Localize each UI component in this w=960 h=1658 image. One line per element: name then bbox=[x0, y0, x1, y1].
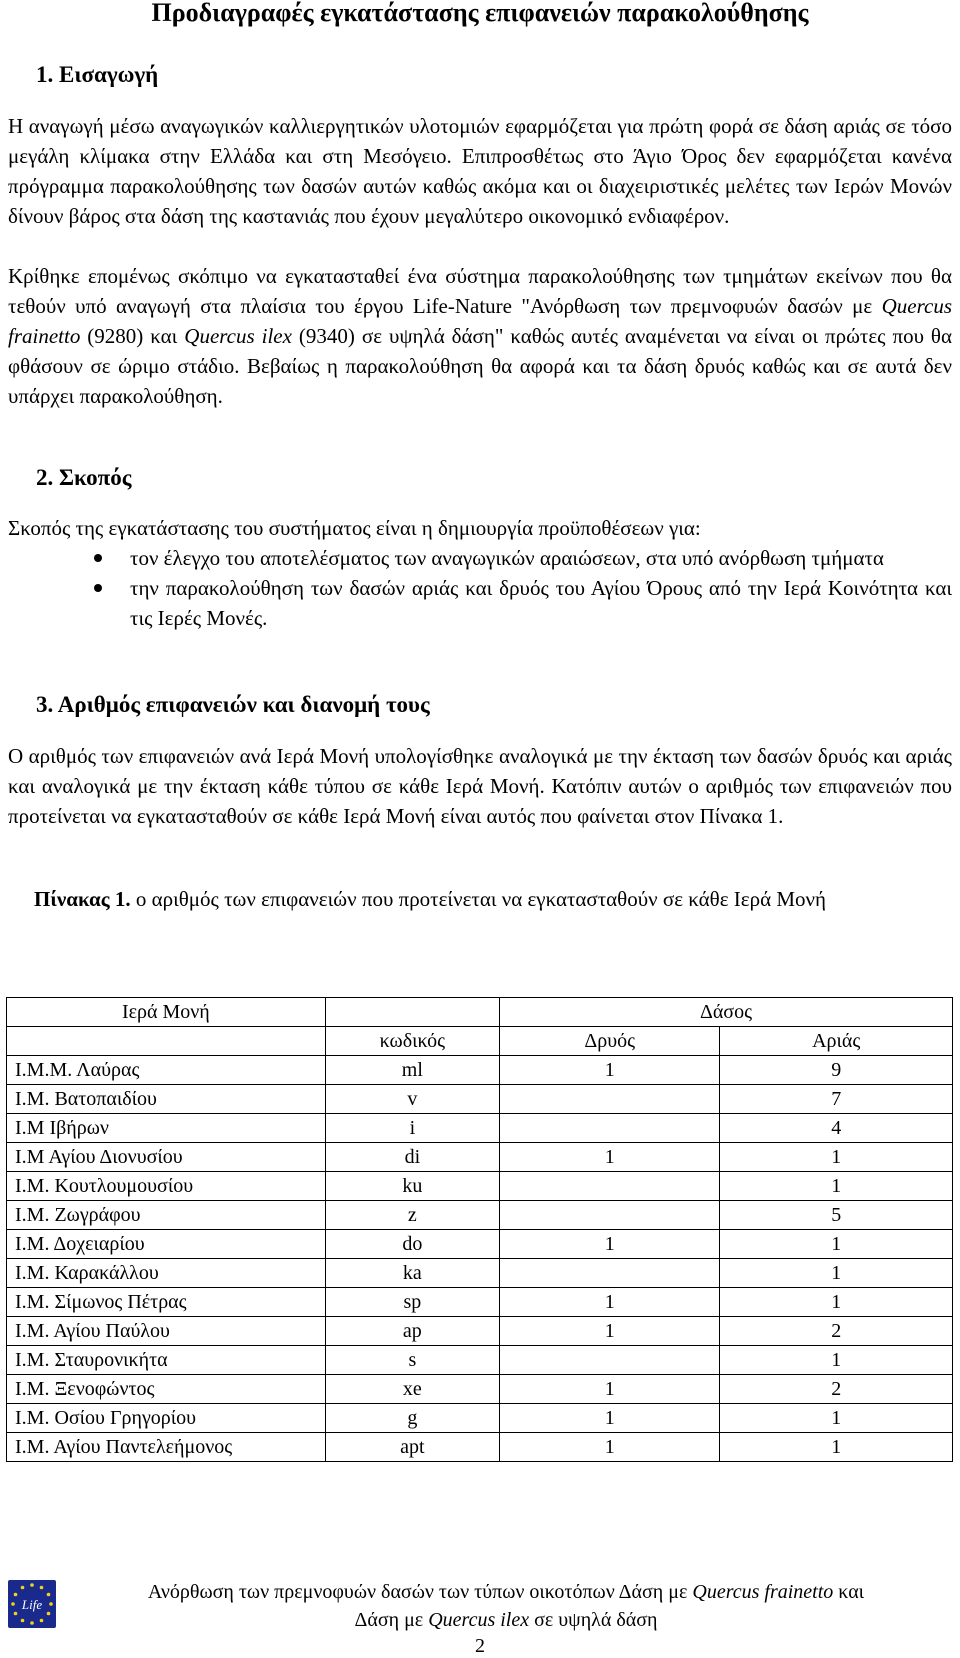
holm-oak-count-cell: 5 bbox=[720, 1201, 953, 1230]
oak-count-cell bbox=[499, 1259, 719, 1288]
code-cell: do bbox=[325, 1230, 499, 1259]
holm-oak-count-cell: 2 bbox=[720, 1375, 953, 1404]
monastery-name-cell: Ι.Μ. Καρακάλλου bbox=[7, 1259, 326, 1288]
purpose-intro: Σκοπός της εγκατάστασης του συστήματος είναι η δημιουργία προϋποθέσεων για: bbox=[8, 516, 701, 540]
code-cell: di bbox=[325, 1143, 499, 1172]
table-header-cell: Αριάς bbox=[720, 1027, 953, 1056]
oak-count-cell bbox=[499, 1201, 719, 1230]
table-row bbox=[7, 1201, 953, 1230]
code-cell: xe bbox=[325, 1375, 499, 1404]
table-row bbox=[7, 1433, 953, 1462]
monastery-name-cell: Ι.Μ. Αγίου Παντελεήμονος bbox=[7, 1433, 326, 1462]
oak-count-cell bbox=[499, 1346, 719, 1375]
table-header-cell bbox=[7, 1027, 326, 1056]
bullet-icon bbox=[94, 584, 102, 592]
logo-star bbox=[21, 1586, 25, 1590]
table-row bbox=[7, 1056, 953, 1085]
monastery-name-cell: Ι.Μ Αγίου Διονυσίου bbox=[7, 1143, 326, 1172]
logo-star bbox=[47, 1612, 51, 1616]
footer-text-part: σε υψηλά δάση bbox=[529, 1609, 658, 1631]
monastery-name-cell: Ι.Μ. Σίμωνος Πέτρας bbox=[7, 1288, 326, 1317]
purpose-bullet-list bbox=[8, 543, 952, 633]
monastery-name-cell: Ι.Μ. Κουτλουμουσίου bbox=[7, 1172, 326, 1201]
table-header-cell bbox=[325, 998, 499, 1027]
table-row bbox=[7, 1317, 953, 1346]
code-cell: ku bbox=[325, 1172, 499, 1201]
page-number: 2 bbox=[475, 1635, 485, 1657]
code-cell: v bbox=[325, 1085, 499, 1114]
footer-text-part: Δάση με bbox=[354, 1609, 429, 1631]
monasteries-table bbox=[6, 997, 953, 1462]
logo-text: Life bbox=[21, 1597, 43, 1612]
introduction-paragraph-2 bbox=[8, 261, 952, 411]
logo-star bbox=[40, 1586, 44, 1590]
code-cell: ka bbox=[325, 1259, 499, 1288]
table-row bbox=[7, 1172, 953, 1201]
logo-star bbox=[14, 1593, 18, 1597]
table-header-row bbox=[7, 998, 953, 1027]
life-logo-graphic bbox=[8, 1580, 56, 1628]
logo-star bbox=[47, 1593, 51, 1597]
bullet-text: τον έλεγχο του αποτελέσματος των αναγωγικών αραιώσεων, στα υπό ανόρθωση τμήματα bbox=[130, 546, 884, 570]
holm-oak-count-cell: 1 bbox=[720, 1404, 953, 1433]
oak-count-cell: 1 bbox=[499, 1230, 719, 1259]
code-cell: ml bbox=[325, 1056, 499, 1085]
table-header-cell: Δάσος bbox=[499, 998, 952, 1027]
footer-line-2 bbox=[60, 1606, 952, 1634]
code-cell: sp bbox=[325, 1288, 499, 1317]
logo-star bbox=[30, 1583, 34, 1587]
oak-count-cell: 1 bbox=[499, 1317, 719, 1346]
holm-oak-count-cell: 1 bbox=[720, 1288, 953, 1317]
table-row bbox=[7, 1230, 953, 1259]
holm-oak-count-cell: 1 bbox=[720, 1346, 953, 1375]
oak-count-cell: 1 bbox=[499, 1056, 719, 1085]
logo-star bbox=[11, 1602, 15, 1606]
bullet-item bbox=[8, 543, 952, 573]
table-row bbox=[7, 1114, 953, 1143]
oak-count-cell bbox=[499, 1085, 719, 1114]
footer-text-part: Ανόρθωση των πρεμνοφυών δασών των τύπων οικοτόπων Δάση με bbox=[147, 1581, 693, 1603]
species-name: Quercus frainetto bbox=[692, 1581, 834, 1603]
introduction-paragraph-1: Η αναγωγή μέσω αναγωγικών καλλιεργητικών υλοτομιών εφαρμόζεται για πρώτη φορά σε δάση αριάς σε τόσο μεγάλη κλίμακα στην Ελλάδα και στη Μεσόγειο. Επιπροσθέτως στο Άγιο Όρος δεν εφαρμόζεται κανένα πρόγραμμα παρακολούθησης των δασών αυτών καθώς ακόμα και οι διαχειριστικές μελέτες των Ιερών Μονών δίνουν βάρος στα δάση της καστανιάς που έχουν μεγαλύτερο οικονομικό ενδιαφέρον. bbox=[8, 114, 952, 228]
logo-star bbox=[21, 1619, 25, 1623]
logo-star bbox=[40, 1619, 44, 1623]
monastery-name-cell: Ι.Μ. Δοχειαρίου bbox=[7, 1230, 326, 1259]
logo-star bbox=[49, 1602, 53, 1606]
bullet-text: την παρακολούθηση των δασών αριάς και δρυός του Αγίου Όρους από την Ιερά Κοινότητα και τις Ιερές Μονές. bbox=[130, 576, 952, 630]
holm-oak-count-cell: 1 bbox=[720, 1143, 953, 1172]
monastery-name-cell: Ι.Μ. Οσίου Γρηγορίου bbox=[7, 1404, 326, 1433]
holm-oak-count-cell: 1 bbox=[720, 1230, 953, 1259]
holm-oak-count-cell: 7 bbox=[720, 1085, 953, 1114]
monastery-name-cell: Ι.Μ.Μ. Λαύρας bbox=[7, 1056, 326, 1085]
monastery-name-cell: Ι.Μ. Ξενοφώντος bbox=[7, 1375, 326, 1404]
holm-oak-count-cell: 1 bbox=[720, 1172, 953, 1201]
bullet-icon bbox=[94, 554, 102, 562]
holm-oak-count-cell: 9 bbox=[720, 1056, 953, 1085]
code-cell: s bbox=[325, 1346, 499, 1375]
monastery-name-cell: Ι.Μ. Ζωγράφου bbox=[7, 1201, 326, 1230]
oak-count-cell: 1 bbox=[499, 1375, 719, 1404]
code-cell: z bbox=[325, 1201, 499, 1230]
species-name: Quercus frainetto bbox=[8, 294, 952, 348]
code-cell: apt bbox=[325, 1433, 499, 1462]
monastery-name-cell: Ι.Μ. Σταυρονικήτα bbox=[7, 1346, 326, 1375]
section-heading-surfaces: 3. Αριθμός επιφανειών και διανομή τους bbox=[36, 692, 430, 717]
footer-text-part: και bbox=[833, 1581, 865, 1603]
oak-count-cell: 1 bbox=[499, 1288, 719, 1317]
table-row bbox=[7, 1143, 953, 1172]
surfaces-paragraph: Ο αριθμός των επιφανειών ανά Ιερά Μονή υπολογίσθηκε αναλογικά με την έκταση των δασών δρυός και αριάς και αναλογικά με την έκταση κάθε τύπου σε κάθε Ιερά Μονή. Κατόπιν αυτών ο αριθμός των επιφανειών που προτείνεται να εγκατασταθούν σε κάθε Ιερά Μονή είναι αυτός που φαίνεται στον Πίνακα 1. bbox=[8, 744, 952, 828]
section-heading-introduction: 1. Εισαγωγή bbox=[36, 62, 159, 87]
oak-count-cell bbox=[499, 1114, 719, 1143]
table-row bbox=[7, 1085, 953, 1114]
table-header-row bbox=[7, 1027, 953, 1056]
table-header-cell: κωδικός bbox=[325, 1027, 499, 1056]
life-logo-icon bbox=[8, 1580, 56, 1628]
monastery-name-cell: Ι.Μ. Βατοπαιδίου bbox=[7, 1085, 326, 1114]
code-cell: ap bbox=[325, 1317, 499, 1346]
paragraph-text: (9340) σε υψηλά δάση" καθώς αυτές αναμένεται να είναι οι πρώτες που θα φθάσουν σε ώριμο στάδιο. Βεβαίως η παρακολούθηση θα αφορά και τα δάση δρυός καθώς και σε αυτά δεν υπάρχει παρακολούθηση. bbox=[8, 324, 952, 408]
table-header-cell: Ιερά Μονή bbox=[7, 998, 326, 1027]
paragraph-text: Κρίθηκε επομένως σκόπιμο να εγκατασταθεί ένα σύστημα παρακολούθησης των τμημάτων εκείνων που θα τεθούν υπό αναγωγή στα πλαίσια του έργου Life-Nature "Ανόρθωση των πρεμνοφυών δασών με bbox=[8, 264, 952, 318]
paragraph-text: (9280) και bbox=[80, 324, 185, 348]
holm-oak-count-cell: 2 bbox=[720, 1317, 953, 1346]
footer-text bbox=[60, 1578, 952, 1634]
logo-star bbox=[30, 1621, 34, 1625]
table-row bbox=[7, 1259, 953, 1288]
monastery-name-cell: Ι.Μ Ιβήρων bbox=[7, 1114, 326, 1143]
oak-count-cell: 1 bbox=[499, 1143, 719, 1172]
code-cell: i bbox=[325, 1114, 499, 1143]
table-caption bbox=[8, 884, 952, 914]
table-caption-label: Πίνακας 1. bbox=[34, 887, 131, 911]
table-body bbox=[7, 1056, 953, 1462]
oak-count-cell: 1 bbox=[499, 1433, 719, 1462]
code-cell: g bbox=[325, 1404, 499, 1433]
oak-count-cell bbox=[499, 1172, 719, 1201]
holm-oak-count-cell: 4 bbox=[720, 1114, 953, 1143]
species-name: Quercus ilex bbox=[428, 1609, 530, 1631]
species-name: Quercus ilex bbox=[184, 324, 292, 348]
monastery-name-cell: Ι.Μ. Αγίου Παύλου bbox=[7, 1317, 326, 1346]
logo-star bbox=[14, 1612, 18, 1616]
section-heading-purpose: 2. Σκοπός bbox=[36, 465, 132, 490]
holm-oak-count-cell: 1 bbox=[720, 1259, 953, 1288]
holm-oak-count-cell: 1 bbox=[720, 1433, 953, 1462]
oak-count-cell: 1 bbox=[499, 1404, 719, 1433]
table-header-cell: Δρυός bbox=[499, 1027, 719, 1056]
table-row bbox=[7, 1346, 953, 1375]
table-row bbox=[7, 1288, 953, 1317]
table-row bbox=[7, 1404, 953, 1433]
table-caption-text: ο αριθμός των επιφανειών που προτείνεται να εγκατασταθούν σε κάθε Ιερά Μονή bbox=[130, 887, 826, 911]
bullet-item bbox=[8, 573, 952, 633]
footer-line-1 bbox=[60, 1578, 952, 1606]
document-title: Προδιαγραφές εγκατάστασης επιφανειών παρακολούθησης bbox=[151, 0, 809, 27]
table-row bbox=[7, 1375, 953, 1404]
